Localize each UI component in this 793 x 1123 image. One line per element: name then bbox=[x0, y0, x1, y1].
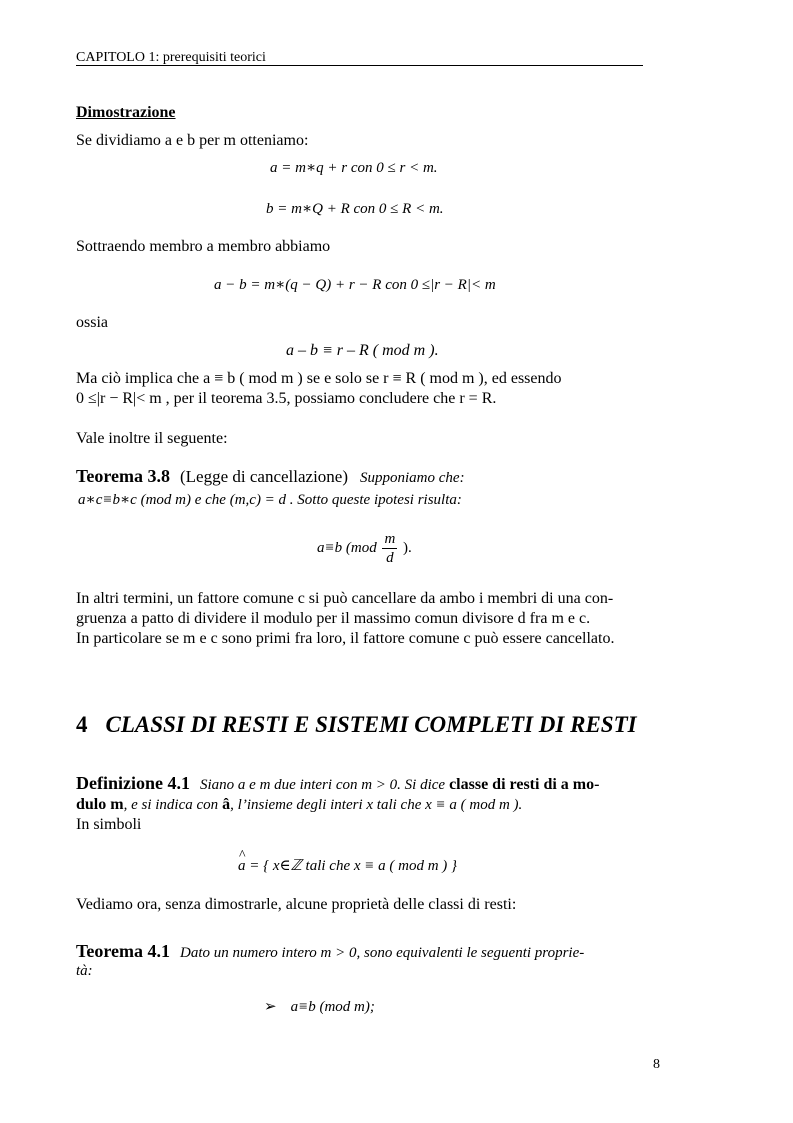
set-definition: = { x∈ℤ tali che x ≡ a ( mod m ) } bbox=[249, 858, 458, 874]
fraction-numerator: m bbox=[384, 531, 396, 547]
definition-4-1-line1 bbox=[76, 773, 599, 794]
property-text: a≡b (mod m); bbox=[290, 999, 375, 1015]
equation-congruence: a – b ≡ r – R ( mod m ). bbox=[286, 342, 439, 359]
theorem-4-1-text-cont: tà: bbox=[76, 963, 93, 979]
definition-bold-2: dulo m bbox=[76, 796, 124, 813]
equation-a: a = m∗q + r con 0 ≤ r < m. bbox=[270, 160, 438, 176]
section-heading bbox=[76, 712, 637, 738]
definition-bold-1: classe di resti di a mo- bbox=[449, 776, 600, 793]
theorem-4-1-line1 bbox=[76, 941, 584, 962]
result-left: a≡b (mod bbox=[317, 539, 377, 556]
theorem-suppose: Supponiamo che: bbox=[360, 470, 465, 486]
page-number: 8 bbox=[653, 1057, 660, 1072]
in-simboli: In simboli bbox=[76, 816, 142, 833]
property-item bbox=[264, 997, 375, 1016]
proof-line: Ma ciò implica che a ≡ b ( mod m ) se e solo se r ≡ R ( mod m ), ed essendo bbox=[76, 370, 562, 387]
definition-4-1-line2 bbox=[76, 796, 522, 814]
theorem-3-8-heading bbox=[76, 466, 465, 487]
fraction bbox=[382, 530, 397, 567]
running-header: CAPITOLO 1: prerequisiti teorici bbox=[76, 50, 266, 65]
residue-class-set bbox=[238, 856, 457, 875]
fraction-denominator: d bbox=[386, 550, 394, 566]
theorem-4-1-label: Teorema 4.1 bbox=[76, 941, 170, 961]
header-rule bbox=[76, 65, 643, 66]
section-title: CLASSI DI RESTI E SISTEMI COMPLETI DI RESTI bbox=[105, 712, 637, 737]
hat-a: ^ a bbox=[238, 858, 246, 875]
equation-difference: a − b = m∗(q − Q) + r − R con 0 ≤|r − R|< m bbox=[214, 277, 496, 293]
section-number: 4 bbox=[76, 712, 88, 737]
subtract-text: Sottraendo membro a membro abbiamo bbox=[76, 238, 331, 255]
proof-intro: Se dividiamo a e b per m otteniamo: bbox=[76, 132, 309, 149]
equation-b: b = m∗Q + R con 0 ≤ R < m. bbox=[266, 201, 444, 217]
definition-label: Definizione 4.1 bbox=[76, 773, 190, 793]
theorem-result bbox=[317, 530, 412, 567]
proof-title: Dimostrazione bbox=[76, 104, 176, 121]
theorem-explanation-3: In particolare se m e c sono primi fra loro, il fattore comune c può essere cancellato. bbox=[76, 630, 615, 647]
vediamo-text: Vediamo ora, senza dimostrarle, alcune proprietà delle classi di resti: bbox=[76, 896, 517, 913]
theorem-label: Teorema 3.8 bbox=[76, 466, 170, 486]
theorem-4-1-text: Dato un numero intero m > 0, sono equivalenti le seguenti proprie- bbox=[180, 945, 585, 961]
theorem-explanation-1: In altri termini, un fattore comune c si può cancellare da ambo i membri di una con- bbox=[76, 590, 614, 607]
result-right: ). bbox=[403, 539, 412, 556]
definition-text-3: , l’insieme degli interi x tali che x ≡ a ( mod m ). bbox=[230, 797, 523, 813]
vale-text: Vale inoltre il seguente: bbox=[76, 430, 228, 447]
definition-text-2: , e si indica con bbox=[123, 797, 219, 813]
arrow-bullet-icon: ➢ bbox=[264, 999, 277, 1015]
theorem-explanation-2: gruenza a patto di dividere il modulo per il massimo comun divisore d fra m e c. bbox=[76, 610, 591, 627]
definition-hat-a: â bbox=[222, 796, 231, 813]
theorem-name: (Legge di cancellazione) bbox=[180, 467, 349, 486]
theorem-hypothesis: a∗c≡b∗c (mod m) e che (m,c) = d . Sotto queste ipotesi risulta: bbox=[78, 492, 462, 508]
proof-conclusion: 0 ≤|r − R|< m , per il teorema 3.5, possiamo concludere che r = R. bbox=[76, 390, 497, 407]
definition-text-1: Siano a e m due interi con m > 0. Si dice bbox=[200, 777, 446, 793]
ossia-text: ossia bbox=[76, 314, 108, 331]
